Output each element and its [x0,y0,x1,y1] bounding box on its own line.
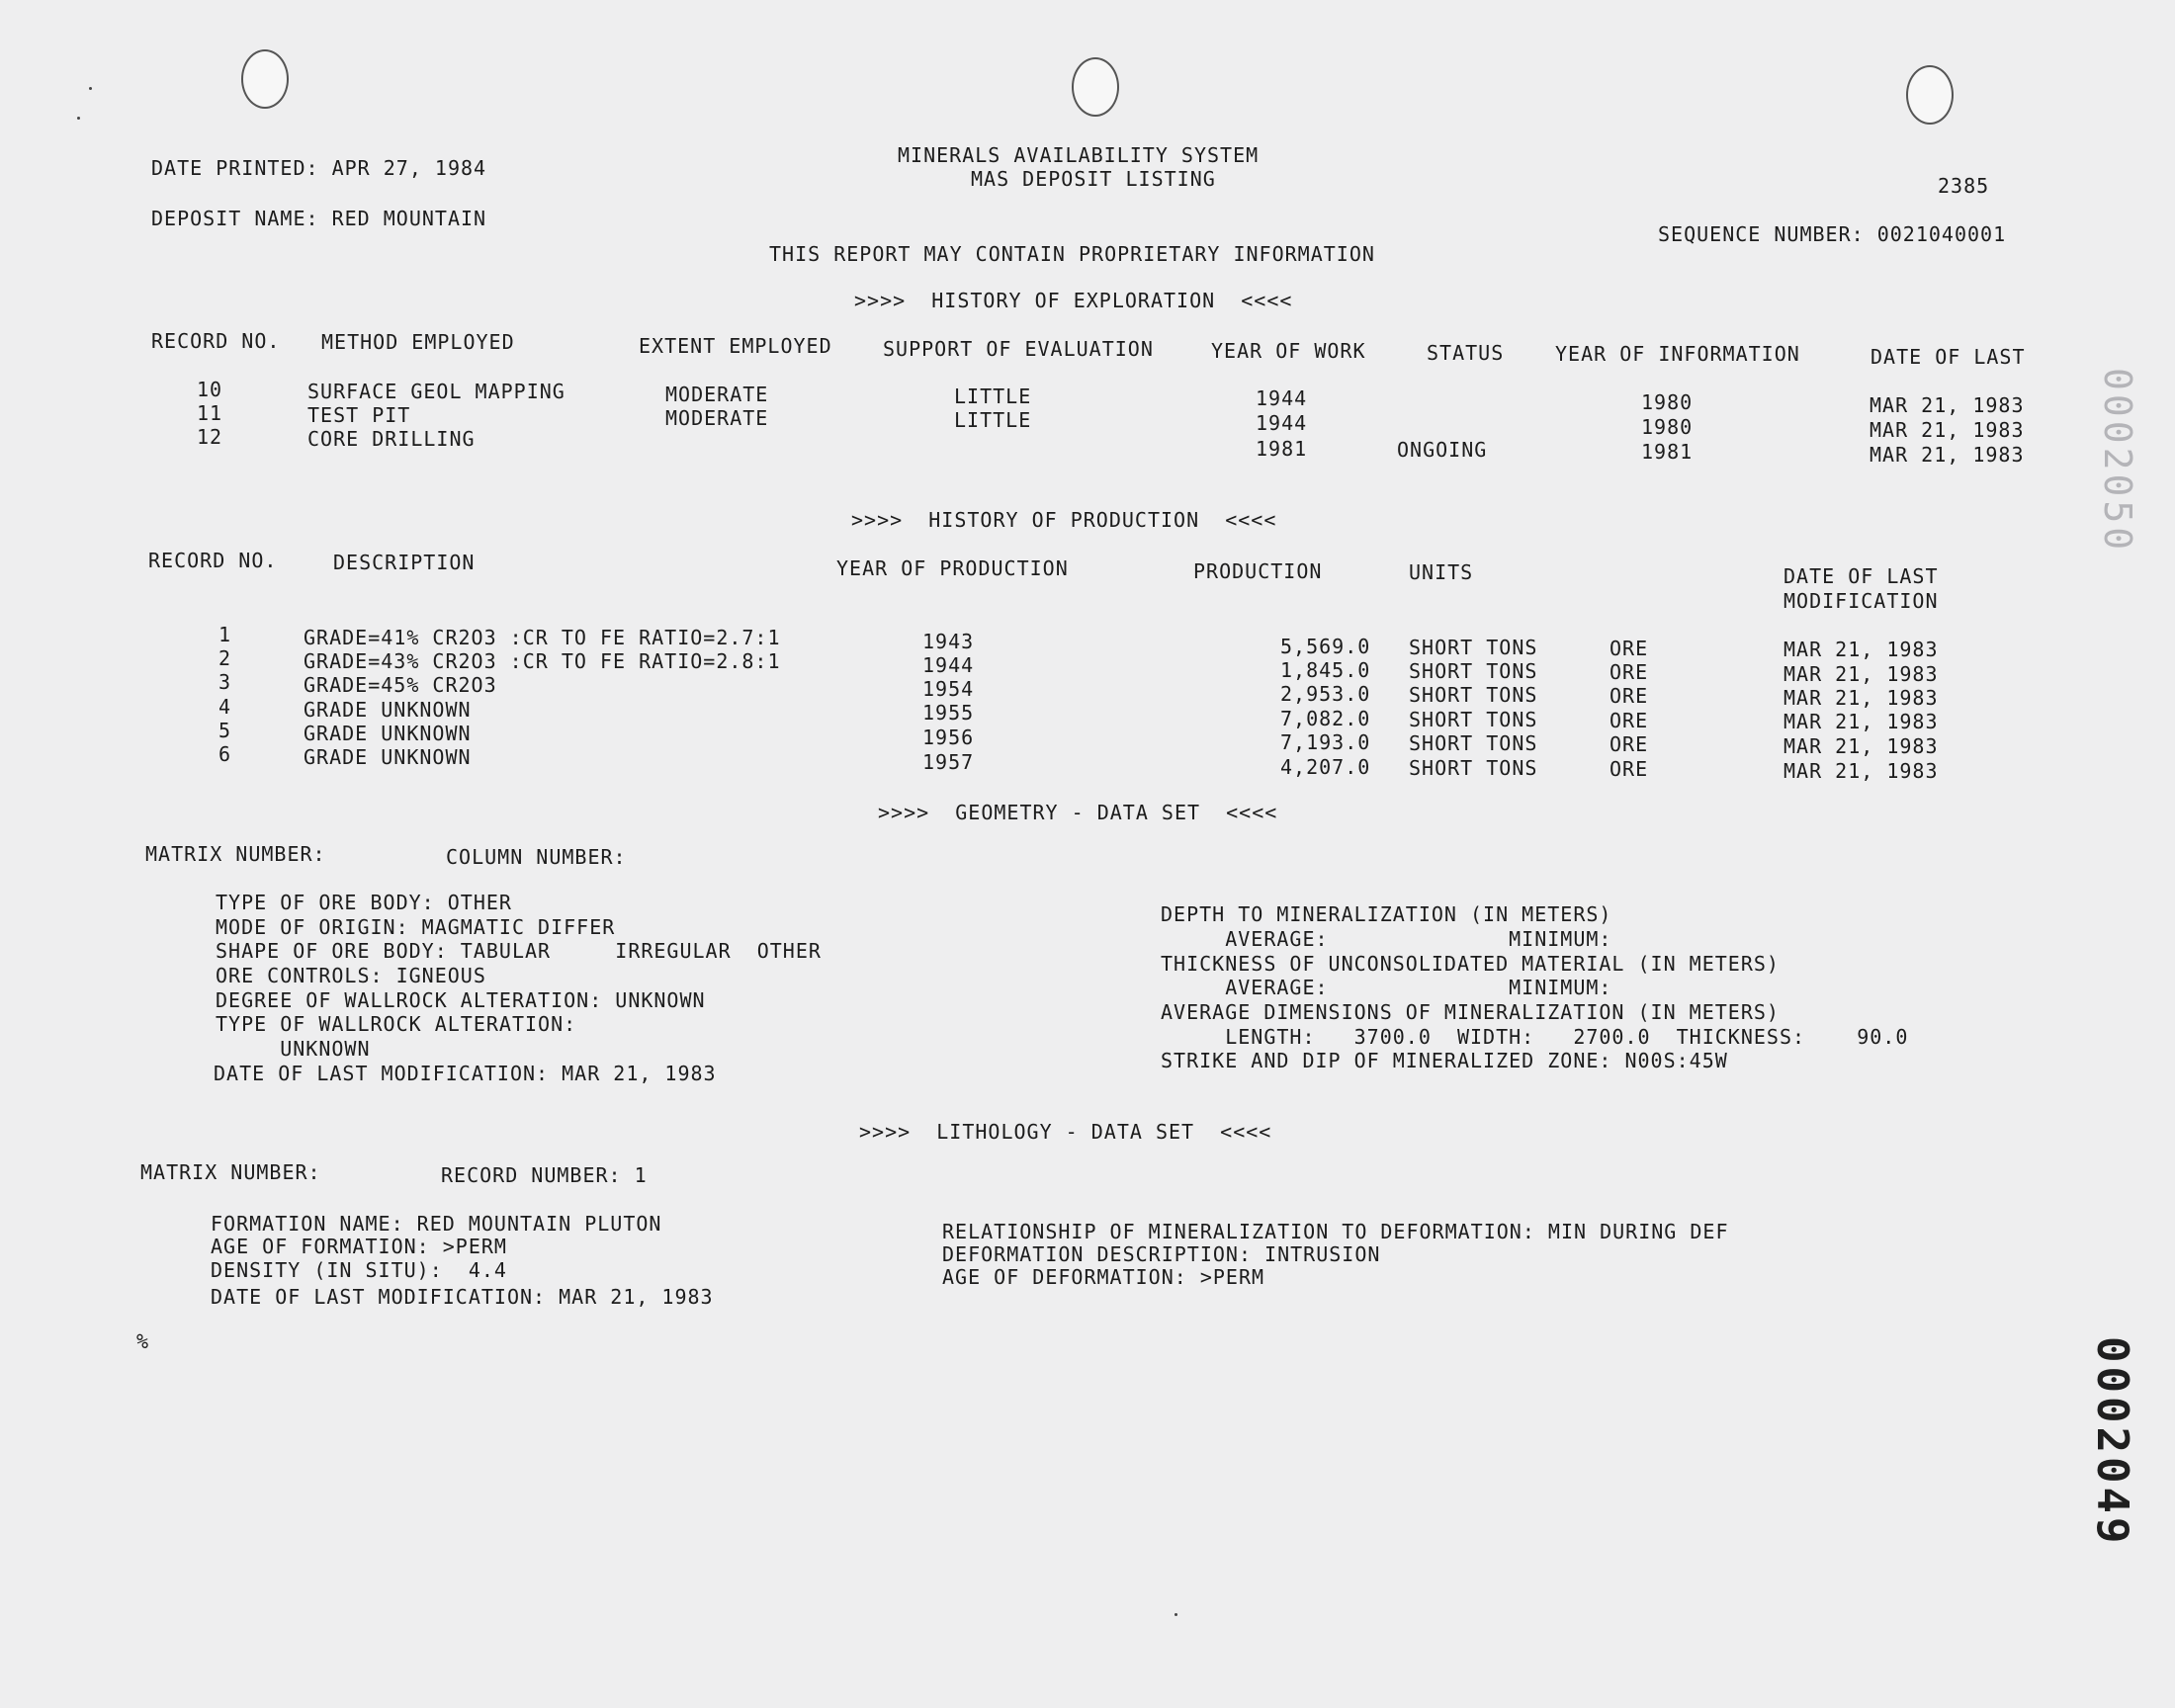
exploration-date-last: MAR 21, 1983 [1870,443,2025,467]
exploration-header-extent: EXTENT EMPLOYED [639,334,832,358]
geometry-right-line: THICKNESS OF UNCONSOLIDATED MATERIAL (IN METERS) [1161,952,1780,976]
production-record: 5 [218,719,232,742]
geometry-right-line: LENGTH: 3700.0 WIDTH: 2700.0 THICKNESS: 90.0 [1161,1025,1909,1049]
production-description: GRADE=41% CR2O3 :CR TO FE RATIO=2.7:1 [304,626,781,649]
production-record: 4 [218,695,232,719]
date-printed: DATE PRINTED: APR 27, 1984 [151,156,487,180]
production-header-units: UNITS [1409,560,1474,584]
production-material: ORE [1610,709,1649,732]
exploration-year-work: 1981 [1256,437,1308,461]
production-amount: 7,193.0 [1280,730,1371,754]
geometry-left-line: TYPE OF ORE BODY: OTHER [216,891,512,914]
production-header-date-last: DATE OF LAST [1784,564,1939,588]
geometry-matrix-number: MATRIX NUMBER: [145,842,326,866]
production-header-record: RECORD NO. [148,549,278,572]
production-year: 1955 [922,701,975,725]
punch-hole-left [241,49,289,109]
geometry-right-line: DEPTH TO MINERALIZATION (IN METERS) [1161,902,1612,926]
production-material: ORE [1610,757,1649,781]
production-amount: 5,569.0 [1280,635,1371,658]
lithology-left-line: FORMATION NAME: RED MOUNTAIN PLUTON [211,1212,662,1236]
production-header-modification: MODIFICATION [1784,589,1939,613]
geometry-left-line: UNKNOWN [216,1037,371,1061]
exploration-record: 11 [197,401,223,425]
exploration-method: TEST PIT [307,403,411,427]
stamp-number-upper: 0002050 [2096,368,2139,555]
lithology-left-line: AGE OF FORMATION: >PERM [211,1235,507,1258]
scan-speck [89,87,92,90]
lithology-right-line: RELATIONSHIP OF MINERALIZATION TO DEFORMATION: MIN DURING DEF [942,1220,1729,1243]
exploration-header-year-work: YEAR OF WORK [1211,339,1366,363]
production-units: SHORT TONS [1409,659,1538,683]
punch-hole-right [1906,65,1954,125]
production-date-last: MAR 21, 1983 [1784,734,1939,758]
production-material: ORE [1610,660,1649,684]
geometry-left-line: SHAPE OF ORE BODY: TABULAR IRREGULAR OTHER [216,939,822,963]
production-year: 1944 [922,653,975,677]
production-units: SHORT TONS [1409,636,1538,659]
production-year: 1956 [922,726,975,749]
lithology-section-title: >>>> LITHOLOGY - DATA SET <<<< [859,1120,1272,1144]
geometry-right-line: AVERAGE: MINIMUM: [1161,927,1612,951]
scan-speck [77,117,80,120]
production-amount: 4,207.0 [1280,755,1371,779]
production-date-last: MAR 21, 1983 [1784,686,1939,710]
exploration-section-title: >>>> HISTORY OF EXPLORATION <<<< [854,289,1293,312]
production-description: GRADE UNKNOWN [304,698,472,722]
deposit-name: DEPOSIT NAME: RED MOUNTAIN [151,207,487,230]
geometry-column-number: COLUMN NUMBER: [446,845,627,869]
exploration-method: SURFACE GEOL MAPPING [307,380,566,403]
lithology-left-line: DATE OF LAST MODIFICATION: MAR 21, 1983 [211,1285,714,1309]
listing-title: MAS DEPOSIT LISTING [971,167,1216,191]
proprietary-notice: THIS REPORT MAY CONTAIN PROPRIETARY INFORMATION [769,242,1375,266]
production-description: GRADE=45% CR2O3 [304,673,497,697]
exploration-header-method: METHOD EMPLOYED [321,330,515,354]
exploration-year-info: 1981 [1641,440,1694,464]
production-units: SHORT TONS [1409,708,1538,731]
production-record: 1 [218,623,232,646]
stamp-number-lower: 0002049 [2087,1336,2137,1548]
exploration-date-last: MAR 21, 1983 [1870,418,2025,442]
system-title: MINERALS AVAILABILITY SYSTEM [898,143,1260,167]
exploration-year-work: 1944 [1256,386,1308,410]
lithology-left-line: DENSITY (IN SITU): 4.4 [211,1258,507,1282]
exploration-year-work: 1944 [1256,411,1308,435]
lithology-matrix-number: MATRIX NUMBER: [140,1160,321,1184]
production-record: 6 [218,742,232,766]
exploration-extent: MODERATE [665,383,769,406]
production-record: 3 [218,670,232,694]
exploration-header-status: STATUS [1427,341,1505,365]
exploration-header-year-info: YEAR OF INFORMATION [1555,342,1800,366]
production-description: GRADE=43% CR2O3 :CR TO FE RATIO=2.8:1 [304,649,781,673]
sequence-number: SEQUENCE NUMBER: 0021040001 [1658,222,2007,246]
lithology-right-line: DEFORMATION DESCRIPTION: INTRUSION [942,1242,1381,1266]
lithology-record-number: RECORD NUMBER: 1 [441,1163,648,1187]
production-date-last: MAR 21, 1983 [1784,638,1939,661]
production-year: 1957 [922,750,975,774]
exploration-record: 10 [197,378,223,401]
exploration-support: LITTLE [954,408,1032,432]
geometry-right-line: STRIKE AND DIP OF MINERALIZED ZONE: N00S:45W [1161,1049,1728,1072]
geometry-right-line: AVERAGE: MINIMUM: [1161,976,1612,999]
production-header-production: PRODUCTION [1193,559,1323,583]
geometry-section-title: >>>> GEOMETRY - DATA SET <<<< [878,801,1278,824]
production-section-title: >>>> HISTORY OF PRODUCTION <<<< [851,508,1277,532]
geometry-left-line: DATE OF LAST MODIFICATION: MAR 21, 1983 [214,1062,717,1085]
exploration-extent: MODERATE [665,406,769,430]
exploration-year-info: 1980 [1641,390,1694,414]
exploration-record: 12 [197,425,223,449]
production-date-last: MAR 21, 1983 [1784,662,1939,686]
exploration-header-record: RECORD NO. [151,329,281,353]
geometry-left-line: MODE OF ORIGIN: MAGMATIC DIFFER [216,915,616,939]
production-amount: 7,082.0 [1280,707,1371,730]
geometry-left-line: ORE CONTROLS: IGNEOUS [216,964,486,987]
page-number: 2385 [1938,174,1990,198]
lithology-right-line: AGE OF DEFORMATION: >PERM [942,1265,1265,1289]
production-header-description: DESCRIPTION [333,551,476,574]
exploration-header-date-last: DATE OF LAST [1870,345,2026,369]
exploration-status: ONGOING [1397,438,1488,462]
production-header-year: YEAR OF PRODUCTION [836,556,1069,580]
production-year: 1943 [922,630,975,653]
production-units: SHORT TONS [1409,683,1538,707]
production-material: ORE [1610,732,1649,756]
production-material: ORE [1610,637,1649,660]
footer-mark: % [136,1329,150,1353]
production-amount: 2,953.0 [1280,682,1371,706]
production-units: SHORT TONS [1409,731,1538,755]
exploration-year-info: 1980 [1641,415,1694,439]
production-year: 1954 [922,677,975,701]
production-description: GRADE UNKNOWN [304,745,472,769]
scan-speck [1174,1613,1177,1616]
production-date-last: MAR 21, 1983 [1784,710,1939,733]
geometry-right-line: AVERAGE DIMENSIONS OF MINERALIZATION (IN METERS) [1161,1000,1780,1024]
punch-hole-center [1072,57,1119,117]
exploration-method: CORE DRILLING [307,427,476,451]
exploration-date-last: MAR 21, 1983 [1870,393,2025,417]
geometry-left-line: TYPE OF WALLROCK ALTERATION: [216,1012,577,1036]
production-units: SHORT TONS [1409,756,1538,780]
geometry-left-line: DEGREE OF WALLROCK ALTERATION: UNKNOWN [216,988,706,1012]
production-description: GRADE UNKNOWN [304,722,472,745]
production-material: ORE [1610,684,1649,708]
production-date-last: MAR 21, 1983 [1784,759,1939,783]
production-record: 2 [218,646,232,670]
exploration-support: LITTLE [954,384,1032,408]
exploration-header-support: SUPPORT OF EVALUATION [883,337,1154,361]
production-amount: 1,845.0 [1280,658,1371,682]
